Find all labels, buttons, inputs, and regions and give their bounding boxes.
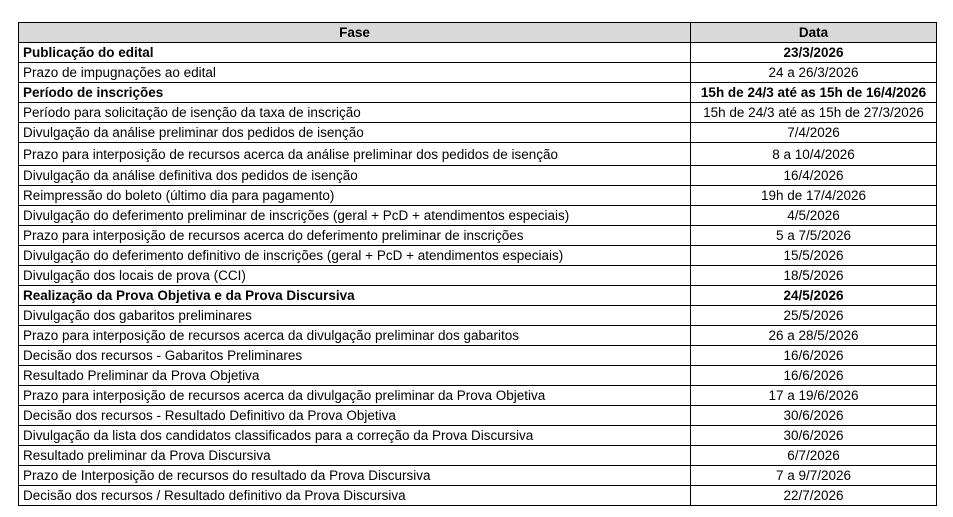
phase-cell: Divulgação do deferimento definitivo de inscrições (geral + PcD + atendimentos especiais) [19, 246, 691, 266]
table-row [19, 246, 937, 266]
date-cell: 23/3/2026 [691, 43, 937, 63]
schedule-table [18, 22, 937, 506]
table-row [19, 446, 937, 466]
date-cell: 15h de 24/3 até as 15h de 27/3/2026 [691, 103, 937, 123]
date-cell: 18/5/2026 [691, 266, 937, 286]
phase-cell: Divulgação do deferimento preliminar de inscrições (geral + PcD + atendimentos especiais) [19, 206, 691, 226]
phase-cell: Decisão dos recursos / Resultado definitivo da Prova Discursiva [19, 486, 691, 506]
phase-cell: Divulgação dos locais de prova (CCI) [19, 266, 691, 286]
phase-cell: Prazo para interposição de recursos acerca da divulgação preliminar dos gabaritos [19, 326, 691, 346]
table-row [19, 266, 937, 286]
phase-cell: Divulgação da análise definitiva dos pedidos de isenção [19, 166, 691, 186]
table-row [19, 306, 937, 326]
date-cell: 15/5/2026 [691, 246, 937, 266]
column-header-data: Data [691, 23, 937, 43]
phase-cell: Prazo para interposição de recursos acerca da análise preliminar dos pedidos de isenção [19, 143, 691, 166]
table-row [19, 206, 937, 226]
date-cell: 4/5/2026 [691, 206, 937, 226]
date-cell: 7 a 9/7/2026 [691, 466, 937, 486]
date-cell: 16/4/2026 [691, 166, 937, 186]
phase-cell: Prazo para interposição de recursos acerca do deferimento preliminar de inscrições [19, 226, 691, 246]
date-cell: 16/6/2026 [691, 366, 937, 386]
table-row [19, 366, 937, 386]
phase-cell: Divulgação da lista dos candidatos classificados para a correção da Prova Discursiva [19, 426, 691, 446]
phase-cell: Prazo de Interposição de recursos do resultado da Prova Discursiva [19, 466, 691, 486]
phase-cell: Realização da Prova Objetiva e da Prova Discursiva [19, 286, 691, 306]
table-row [19, 186, 937, 206]
date-cell: 24/5/2026 [691, 286, 937, 306]
table-row [19, 286, 937, 306]
date-cell: 7/4/2026 [691, 123, 937, 143]
phase-cell: Período para solicitação de isenção da taxa de inscrição [19, 103, 691, 123]
column-header-fase: Fase [19, 23, 691, 43]
phase-cell: Resultado Preliminar da Prova Objetiva [19, 366, 691, 386]
table-row [19, 63, 937, 83]
date-cell: 25/5/2026 [691, 306, 937, 326]
table-row [19, 386, 937, 406]
phase-cell: Publicação do edital [19, 43, 691, 63]
table-row [19, 166, 937, 186]
table-row [19, 123, 937, 143]
date-cell: 30/6/2026 [691, 406, 937, 426]
date-cell: 8 a 10/4/2026 [691, 143, 937, 166]
date-cell: 22/7/2026 [691, 486, 937, 506]
phase-cell: Decisão dos recursos - Gabaritos Preliminares [19, 346, 691, 366]
table-row [19, 466, 937, 486]
table-row [19, 226, 937, 246]
date-cell: 6/7/2026 [691, 446, 937, 466]
date-cell: 26 a 28/5/2026 [691, 326, 937, 346]
table-row [19, 426, 937, 446]
phase-cell: Período de inscrições [19, 83, 691, 103]
table-row [19, 103, 937, 123]
phase-cell: Resultado preliminar da Prova Discursiva [19, 446, 691, 466]
table-body [19, 43, 937, 506]
date-cell: 5 a 7/5/2026 [691, 226, 937, 246]
phase-cell: Prazo para interposição de recursos acerca da divulgação preliminar da Prova Objetiva [19, 386, 691, 406]
table-row [19, 346, 937, 366]
phase-cell: Divulgação dos gabaritos preliminares [19, 306, 691, 326]
date-cell: 15h de 24/3 até as 15h de 16/4/2026 [691, 83, 937, 103]
phase-cell: Reimpressão do boleto (último dia para pagamento) [19, 186, 691, 206]
phase-cell: Divulgação da análise preliminar dos pedidos de isenção [19, 123, 691, 143]
table-row [19, 83, 937, 103]
table-row [19, 326, 937, 346]
table-header [19, 23, 937, 43]
table-row [19, 486, 937, 506]
table-row [19, 406, 937, 426]
date-cell: 19h de 17/4/2026 [691, 186, 937, 206]
date-cell: 24 a 26/3/2026 [691, 63, 937, 83]
date-cell: 16/6/2026 [691, 346, 937, 366]
phase-cell: Prazo de impugnações ao edital [19, 63, 691, 83]
date-cell: 17 a 19/6/2026 [691, 386, 937, 406]
table-row [19, 143, 937, 166]
table-row [19, 43, 937, 63]
phase-cell: Decisão dos recursos - Resultado Definitivo da Prova Objetiva [19, 406, 691, 426]
header-row [19, 23, 937, 43]
date-cell: 30/6/2026 [691, 426, 937, 446]
